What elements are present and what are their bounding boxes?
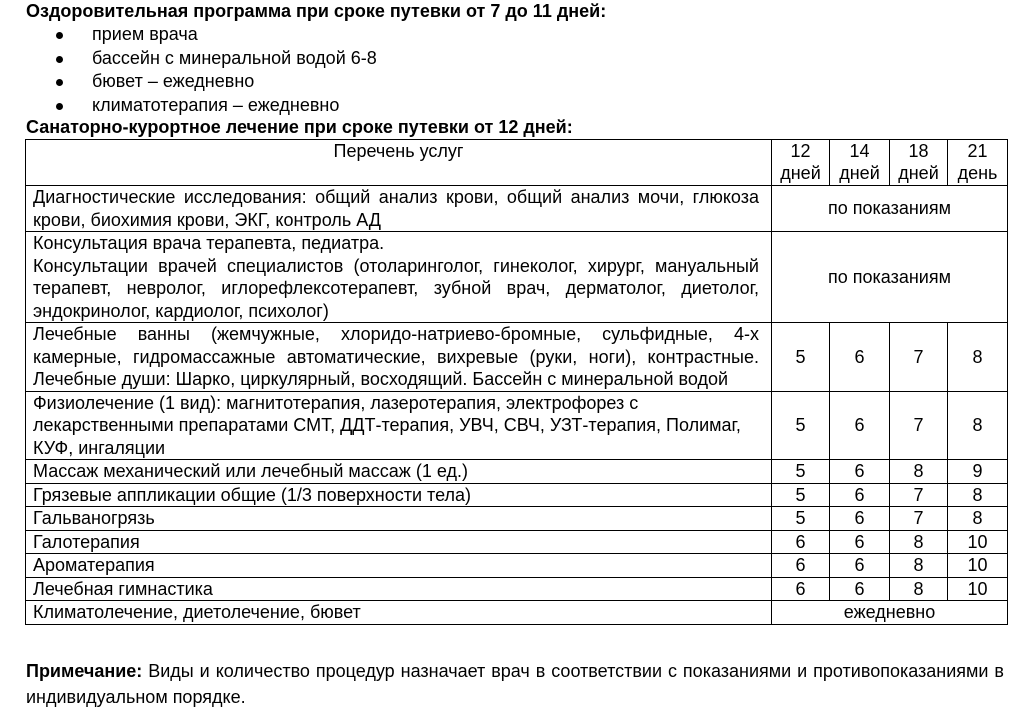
- service-cell: Ароматерапия: [26, 554, 772, 578]
- note-text: Виды и количество процедур назначает врач в соответствии с показаниями и противопоказаниями в индивидуальном порядке.: [26, 661, 1004, 707]
- value-cell: 6: [830, 530, 890, 554]
- note-label: Примечание:: [26, 661, 143, 681]
- value-cell: 7: [890, 323, 948, 392]
- service-cell: Галотерапия: [26, 530, 772, 554]
- value-cell: 5: [772, 323, 830, 392]
- value-cell: 6: [830, 391, 890, 460]
- header-services: Перечень услуг: [26, 140, 772, 186]
- table-row: [26, 530, 1008, 554]
- table-row: [26, 232, 1008, 323]
- value-cell: 8: [948, 391, 1008, 460]
- list-item: бассейн с минеральной водой 6-8: [56, 47, 377, 71]
- service-cell: Лечебные ванны (жемчужные, хлоридо-натриево-бромные, сульфидные, 4-х камерные, гидромассажные автоматические, вихревые (руки, ноги), контрастные. Лечебные души: Шарко, циркулярный, восходящий. Бассейн с минеральной водой: [26, 323, 772, 392]
- value-cell: 6: [830, 507, 890, 531]
- list-item: прием врача: [56, 23, 377, 47]
- value-cell: 9: [948, 460, 1008, 484]
- bullet-icon: [56, 79, 63, 86]
- value-cell: 6: [772, 554, 830, 578]
- value-cell: 7: [890, 391, 948, 460]
- table-row: [26, 323, 1008, 392]
- value-cell: 7: [890, 483, 948, 507]
- value-cell: 8: [890, 460, 948, 484]
- header-days-12: 12 дней: [772, 140, 830, 186]
- table-row: [26, 483, 1008, 507]
- table-row: [26, 391, 1008, 460]
- service-cell: Грязевые аппликации общие (1/3 поверхности тела): [26, 483, 772, 507]
- value-cell: 5: [772, 507, 830, 531]
- value-cell: 6: [772, 530, 830, 554]
- value-cell: 8: [890, 554, 948, 578]
- value-cell: 8: [948, 507, 1008, 531]
- value-cell: 8: [890, 530, 948, 554]
- value-cell: 6: [830, 577, 890, 601]
- service-cell: Диагностические исследования: общий анализ крови, общий анализ мочи, глюкоза крови, биохимия крови, ЭКГ, контроль АД: [26, 186, 772, 232]
- table-row: [26, 460, 1008, 484]
- service-cell: Лечебная гимнастика: [26, 577, 772, 601]
- value-cell: 6: [830, 483, 890, 507]
- value-cell: 10: [948, 554, 1008, 578]
- value-cell: 7: [890, 507, 948, 531]
- frequency-cell: по показаниям: [772, 186, 1008, 232]
- value-cell: 6: [772, 577, 830, 601]
- value-cell: 5: [772, 460, 830, 484]
- services-table: [25, 139, 1008, 625]
- header-days-21: 21 день: [948, 140, 1008, 186]
- table-row: [26, 186, 1008, 232]
- section-title-sanatorium-treatment: Санаторно-курортное лечение при сроке путевки от 12 дней:: [26, 117, 573, 137]
- service-cell: Климатолечение, диетолечение, бювет: [26, 601, 772, 625]
- table-row: [26, 577, 1008, 601]
- service-cell: Консультация врача терапевта, педиатра. Консультации врачей специалистов (отоларинголог, гинеколог, хирург, мануальный терапевт, невролог, иглорефлексотерапевт, зубной врач, дерматолог, диетолог, эндокринолог, кардиолог, психолог): [26, 232, 772, 323]
- value-cell: 6: [830, 554, 890, 578]
- bullet-icon: [56, 56, 63, 63]
- value-cell: 8: [948, 483, 1008, 507]
- value-cell: 10: [948, 577, 1008, 601]
- bullet-icon: [56, 32, 63, 39]
- service-cell: Массаж механический или лечебный массаж (1 ед.): [26, 460, 772, 484]
- table-header-row: [26, 140, 1008, 186]
- list-item: бювет – ежедневно: [56, 70, 377, 94]
- value-cell: 10: [948, 530, 1008, 554]
- section-title-wellness-program: Оздоровительная программа при сроке путевки от 7 до 11 дней:: [26, 1, 607, 21]
- list-item: климатотерапия – ежедневно: [56, 94, 377, 118]
- value-cell: 8: [948, 323, 1008, 392]
- service-cell: Физиолечение (1 вид): магнитотерапия, лазеротерапия, электрофорез с лекарственными препаратами СМТ, ДДТ-терапия, УВЧ, СВЧ, УЗТ-терапия, Полимаг, КУФ, ингаляции: [26, 391, 772, 460]
- value-cell: 8: [890, 577, 948, 601]
- service-cell: Гальваногрязь: [26, 507, 772, 531]
- table-row: [26, 554, 1008, 578]
- frequency-cell: по показаниям: [772, 232, 1008, 323]
- frequency-cell: ежедневно: [772, 601, 1008, 625]
- value-cell: 6: [830, 460, 890, 484]
- wellness-program-list: [56, 23, 377, 117]
- table-row: [26, 601, 1008, 625]
- header-days-18: 18 дней: [890, 140, 948, 186]
- value-cell: 6: [830, 323, 890, 392]
- note-paragraph: [26, 658, 1004, 710]
- header-days-14: 14 дней: [830, 140, 890, 186]
- table-row: [26, 507, 1008, 531]
- value-cell: 5: [772, 391, 830, 460]
- bullet-icon: [56, 103, 63, 110]
- value-cell: 5: [772, 483, 830, 507]
